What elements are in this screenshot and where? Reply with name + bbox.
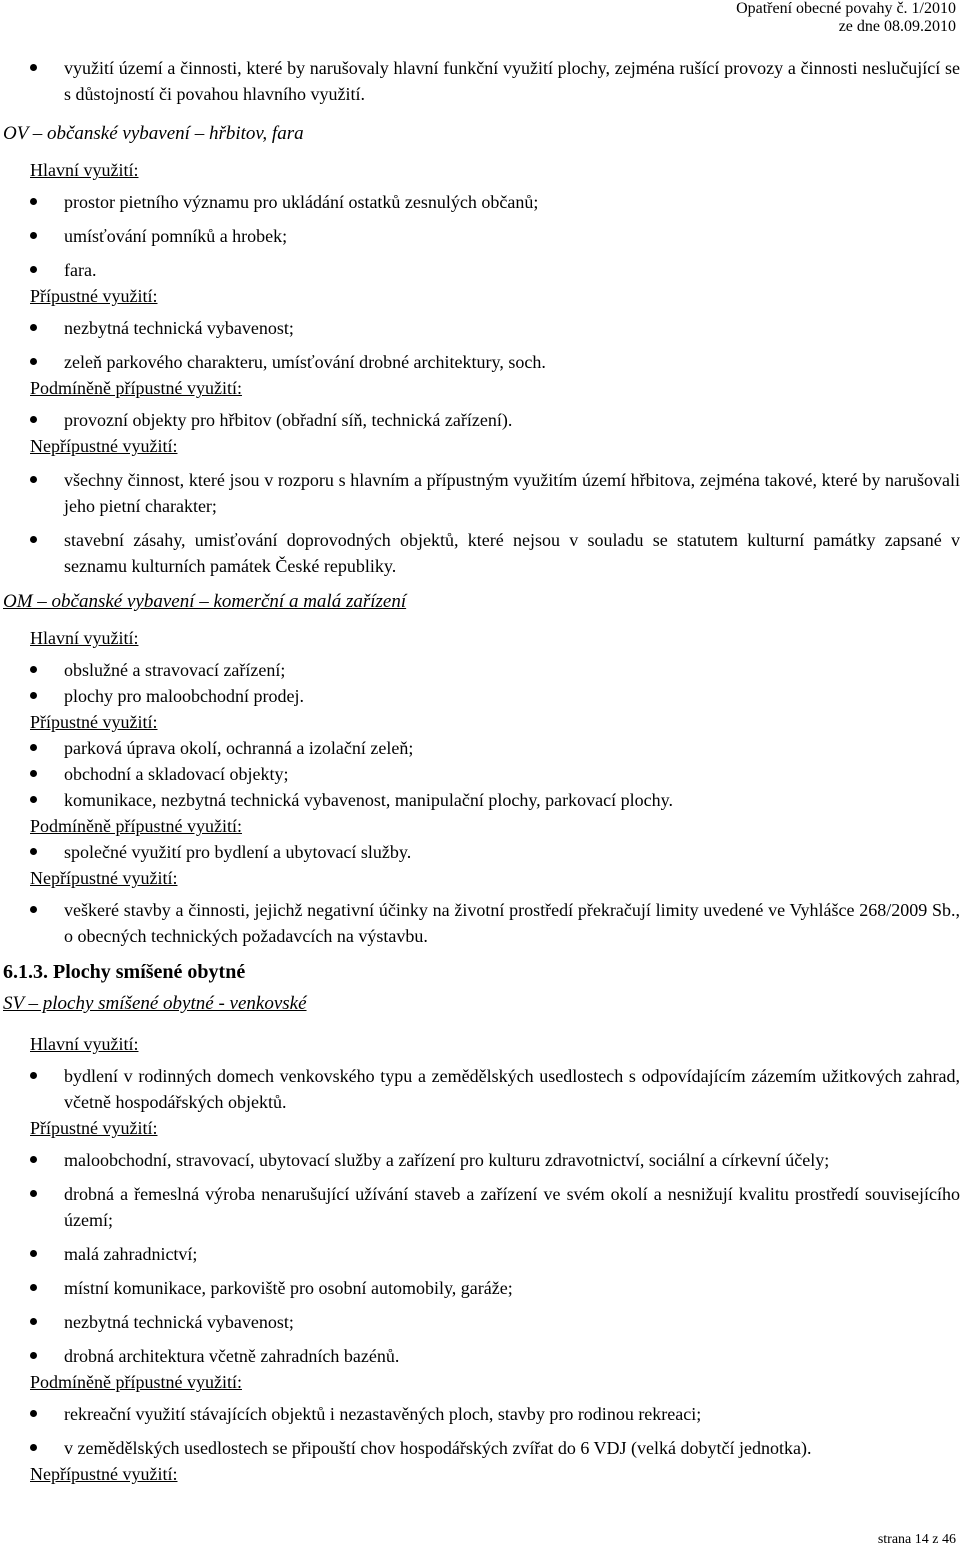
chapter-heading: 6.1.3. Plochy smíšené obytné [3, 961, 246, 983]
om-allowed-list [0, 735, 960, 813]
list-item: rekreační využití stávajících objektů i nezastavěných ploch, stavby pro rodinou rekreaci; [64, 1401, 960, 1427]
list-item: stavební zásahy, umisťování doprovodných objektů, které nejsou v souladu se statutem kulturní památky zapsané v seznamu kulturních památek České republiky. [64, 527, 960, 579]
page-header [736, 0, 956, 36]
list-item: plochy pro maloobchodní prodej. [64, 683, 960, 709]
list-item: bydlení v rodinných domech venkovského typu a zemědělských usedlostech s odpovídajícím zázemím užitkových zahrad, včetně hospodářských objektů. [64, 1063, 960, 1115]
ov-allowed-list [0, 315, 960, 375]
label-conditional-use: Podmíněně přípustné využití: [30, 378, 242, 398]
list-item: prostor pietního významu pro ukládání ostatků zesnulých občanů; [64, 189, 960, 215]
ov-forbidden-list [0, 467, 960, 579]
list-item: malá zahradnictví; [64, 1241, 960, 1267]
label-conditional-use: Podmíněně přípustné využití: [30, 1372, 242, 1392]
label-forbidden-use: Nepřípustné využití: [30, 868, 178, 888]
list-item: maloobchodní, stravovací, ubytovací služby a zařízení pro kulturu zdravotnictví, sociální a církevní účely; [64, 1147, 960, 1173]
list-item: veškeré stavby a činnosti, jejichž negativní účinky na životní prostředí překračují limity uvedené ve Vyhlášce 268/2009 Sb., o obecných technických požadavcích na výstavbu. [64, 897, 960, 949]
label-conditional-use: Podmíněně přípustné využití: [30, 816, 242, 836]
list-item: nezbytná technická vybavenost; [64, 1309, 960, 1335]
label-allowed-use: Přípustné využití: [30, 286, 158, 306]
list-item: nezbytná technická vybavenost; [64, 315, 960, 341]
header-date: ze dne 08.09.2010 [838, 18, 956, 35]
list-item: v zemědělských usedlostech se připouští chov hospodářských zvířat do 6 VDJ (velká dobytčí jednotka). [64, 1435, 960, 1461]
intro-list [0, 55, 960, 107]
list-item: parková úprava okolí, ochranná a izolační zeleň; [64, 735, 960, 761]
label-allowed-use: Přípustné využití: [30, 712, 158, 732]
list-item: fara. [64, 257, 960, 283]
om-main-list [0, 657, 960, 709]
section-title-ov: OV – občanské vybavení – hřbitov, fara [3, 123, 304, 144]
list-item: obslužné a stravovací zařízení; [64, 657, 960, 683]
label-main-use: Hlavní využití: [30, 160, 139, 180]
list-item: zeleň parkového charakteru, umísťování drobné architektury, soch. [64, 349, 960, 375]
label-main-use: Hlavní využití: [30, 1034, 139, 1054]
sv-allowed-list [0, 1147, 960, 1369]
sv-conditional-list [0, 1401, 960, 1461]
sv-main-list [0, 1063, 960, 1115]
list-item: umísťování pomníků a hrobek; [64, 223, 960, 249]
list-item: provozní objekty pro hřbitov (obřadní síň, technická zařízení). [64, 407, 960, 433]
list-item: využití území a činnosti, které by narušovaly hlavní funkční využití plochy, zejména rušící provozy a činnosti neslučující se s důstojností či povahou hlavního využití. [64, 55, 960, 107]
ov-conditional-list [0, 407, 960, 433]
label-forbidden-use: Nepřípustné využití: [30, 436, 178, 456]
label-main-use: Hlavní využití: [30, 628, 139, 648]
om-conditional-list [0, 839, 960, 865]
list-item: společné využití pro bydlení a ubytovací služby. [64, 839, 960, 865]
list-item: všechny činnost, které jsou v rozporu s hlavním a přípustným využitím území hřbitova, zejména takové, které by narušovali jeho pietní charakter; [64, 467, 960, 519]
label-forbidden-use: Nepřípustné využití: [30, 1464, 178, 1484]
ov-main-list [0, 189, 960, 283]
page-number: strana 14 z 46 [877, 1532, 956, 1547]
label-allowed-use: Přípustné využití: [30, 1118, 158, 1138]
list-item: místní komunikace, parkoviště pro osobní automobily, garáže; [64, 1275, 960, 1301]
list-item: drobná architektura včetně zahradních bazénů. [64, 1343, 960, 1369]
header-document-title: Opatření obecné povahy č. 1/2010 [736, 0, 956, 17]
list-item: komunikace, nezbytná technická vybavenost, manipulační plochy, parkovací plochy. [64, 787, 960, 813]
list-item: obchodní a skladovací objekty; [64, 761, 960, 787]
section-title-om: OM – občanské vybavení – komerční a malá zařízení [3, 591, 407, 612]
document-body [0, 55, 960, 1487]
list-item: drobná a řemeslná výroba nenarušující užívání staveb a zařízení ve svém okolí a nesnižují kvalitu prostředí souvisejícího území; [64, 1181, 960, 1233]
om-forbidden-list [0, 897, 960, 949]
section-title-sv: SV – plochy smíšené obytné - venkovské [3, 993, 307, 1014]
